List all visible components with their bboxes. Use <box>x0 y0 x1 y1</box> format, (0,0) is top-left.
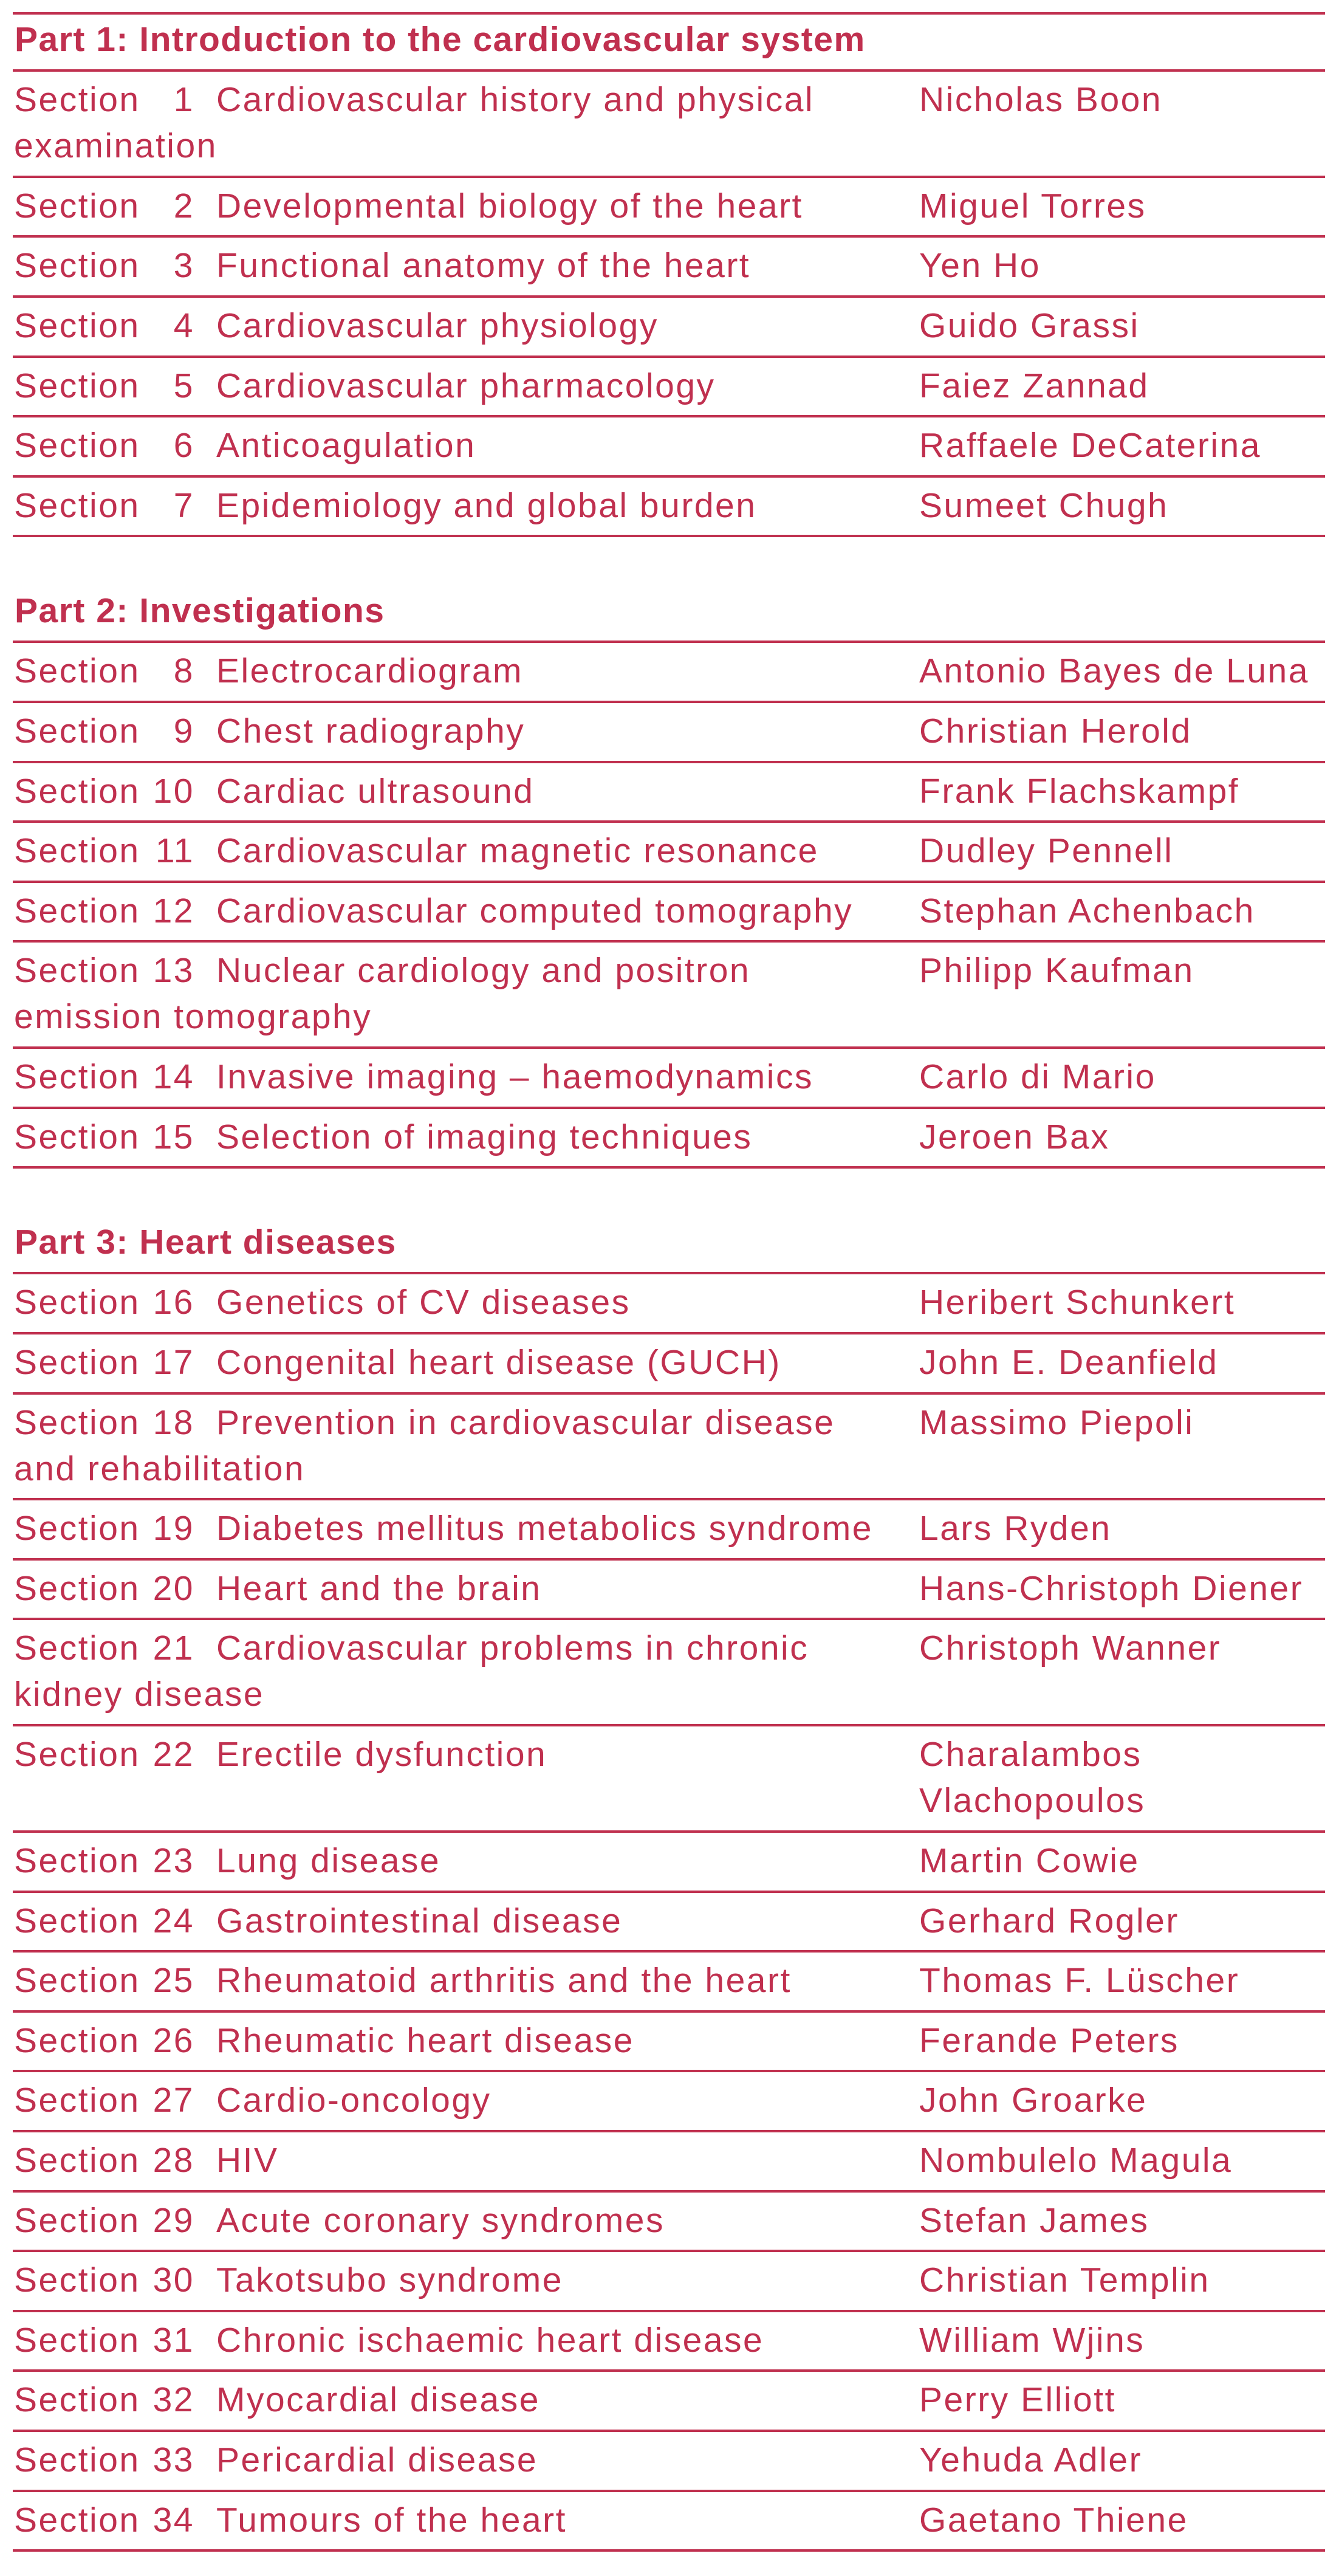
section-title-cell <box>13 1625 901 1717</box>
section-word: Section <box>14 2500 140 2540</box>
section-editor: Frank Flachskampf <box>919 771 1240 811</box>
section-number: 12 <box>152 891 194 930</box>
section-label <box>14 1957 194 2004</box>
section-editor: Christian Herold <box>919 711 1192 750</box>
section-title-cell <box>13 2197 901 2244</box>
section-title-cell <box>13 648 901 694</box>
section-row-20[interactable] <box>13 1561 1325 1621</box>
section-title: Pericardial disease <box>216 2440 538 2480</box>
section-title: Selection of imaging techniques <box>216 1117 753 1156</box>
section-title-cell <box>13 888 901 934</box>
section-word: Section <box>14 2200 140 2240</box>
section-word: Section <box>14 891 140 930</box>
section-label <box>14 77 194 123</box>
section-word: Section <box>14 1735 140 1774</box>
section-title: Cardiovascular pharmacology <box>216 366 716 405</box>
section-word: Section <box>14 711 140 750</box>
section-number: 3 <box>173 246 194 286</box>
section-row-29[interactable] <box>13 2193 1325 2253</box>
section-editor: Carlo di Mario <box>919 1057 1156 1097</box>
section-label <box>14 363 194 409</box>
section-row-25[interactable] <box>13 1953 1325 2013</box>
section-word: Section <box>14 1509 140 1548</box>
section-word: Section <box>14 486 140 525</box>
section-label <box>14 2377 194 2423</box>
section-title: Genetics of CV diseases <box>216 1283 631 1322</box>
section-number: 23 <box>152 1841 194 1881</box>
section-row-4[interactable] <box>13 298 1325 358</box>
section-title-cell <box>13 2317 901 2363</box>
section-row-32[interactable] <box>13 2372 1325 2432</box>
section-label <box>14 2317 194 2363</box>
section-title-cell <box>13 2377 901 2423</box>
section-title-cell <box>13 708 901 754</box>
section-label <box>14 648 194 694</box>
section-title: Invasive imaging – haemodynamics <box>216 1057 813 1097</box>
section-number: 10 <box>152 771 194 811</box>
section-word: Section <box>14 2021 140 2060</box>
section-number: 29 <box>152 2200 194 2240</box>
section-title: Cardiac ultrasound <box>216 771 535 811</box>
section-row-19[interactable] <box>13 1500 1325 1561</box>
section-label <box>14 1114 194 1160</box>
part-heading: Part 2: Investigations <box>13 537 1325 643</box>
section-title-cell <box>13 2497 901 2543</box>
section-number: 11 <box>155 831 194 871</box>
part-3 <box>13 1169 1325 2552</box>
section-word: Section <box>14 1568 140 1608</box>
section-row-1[interactable] <box>13 72 1325 178</box>
section-title: Congenital heart disease (GUCH) <box>216 1342 781 1382</box>
section-number: 26 <box>152 2021 194 2060</box>
section-title-cell <box>13 1957 901 2004</box>
section-row-7[interactable] <box>13 478 1325 538</box>
section-title: Anticoagulation <box>216 426 476 465</box>
section-row-33[interactable] <box>13 2432 1325 2492</box>
section-label <box>14 828 194 874</box>
section-editor: Hans-Christoph Diener <box>919 1568 1304 1608</box>
section-number: 14 <box>152 1057 194 1097</box>
section-label <box>14 2018 194 2064</box>
section-label <box>14 2257 194 2303</box>
part-heading: Part 3: Heart diseases <box>13 1169 1325 1274</box>
section-title-cell <box>13 363 901 409</box>
section-word: Section <box>14 1283 140 1322</box>
section-editor: Dudley Pennell <box>919 831 1174 871</box>
section-editor: Stephan Achenbach <box>919 891 1255 930</box>
part-2 <box>13 537 1325 1169</box>
section-row-31[interactable] <box>13 2312 1325 2372</box>
section-number: 17 <box>152 1342 194 1382</box>
section-list <box>13 643 1325 1169</box>
section-title-cell <box>13 422 901 469</box>
section-label <box>14 242 194 289</box>
section-number: 28 <box>152 2141 194 2180</box>
section-label <box>14 422 194 469</box>
section-number: 6 <box>173 426 194 465</box>
section-word: Section <box>14 771 140 811</box>
section-editor: Lars Ryden <box>919 1509 1112 1548</box>
section-title: Takotsubo syndrome <box>216 2261 563 2300</box>
section-editor: Nombulelo Magula <box>919 2141 1233 2180</box>
section-title: Cardiovascular computed tomography <box>216 891 854 930</box>
section-title-cell <box>13 1565 901 1612</box>
section-label <box>14 888 194 934</box>
section-title: Acute coronary syndromes <box>216 2200 665 2240</box>
section-label <box>14 2437 194 2483</box>
section-row-6[interactable] <box>13 417 1325 478</box>
section-row-8[interactable] <box>13 643 1325 703</box>
section-title: Cardiovascular history and physical examination <box>14 80 815 165</box>
section-number: 34 <box>152 2500 194 2540</box>
section-number: 27 <box>152 2081 194 2120</box>
section-number: 20 <box>152 1568 194 1608</box>
section-title: Cardiovascular problems in chronic kidney disease <box>14 1629 809 1714</box>
section-title: Cardio-oncology <box>216 2081 491 2120</box>
section-label <box>14 1625 194 1671</box>
section-label <box>14 2077 194 2123</box>
section-title: Nuclear cardiology and positron emission tomography <box>14 951 751 1037</box>
section-number: 33 <box>152 2440 194 2480</box>
section-title-cell <box>13 2137 901 2183</box>
section-title: Rheumatic heart disease <box>216 2021 635 2060</box>
section-label <box>14 483 194 529</box>
section-editor: Jeroen Bax <box>919 1117 1110 1156</box>
section-word: Section <box>14 306 140 345</box>
section-word: Section <box>14 2261 140 2300</box>
section-word: Section <box>14 1841 140 1881</box>
section-editor: Massimo Piepoli <box>919 1403 1194 1442</box>
section-title: Cardiovascular physiology <box>216 306 659 345</box>
section-label <box>14 303 194 349</box>
section-title-cell <box>13 1731 901 1777</box>
section-title: Erectile dysfunction <box>216 1735 547 1774</box>
section-word: Section <box>14 1629 140 1668</box>
section-editor: Faiez Zannad <box>919 366 1149 405</box>
section-row-27[interactable] <box>13 2072 1325 2132</box>
section-number: 1 <box>173 80 194 119</box>
section-label <box>14 2137 194 2183</box>
section-label <box>14 1505 194 1551</box>
section-row-5[interactable] <box>13 358 1325 418</box>
section-label <box>14 1565 194 1612</box>
section-word: Section <box>14 1057 140 1097</box>
section-title-cell <box>13 183 901 229</box>
section-title: Rheumatoid arthritis and the heart <box>216 1961 792 2001</box>
section-word: Section <box>14 951 140 991</box>
section-editor: William Wjins <box>919 2320 1145 2360</box>
section-row-24[interactable] <box>13 1893 1325 1953</box>
section-word: Section <box>14 651 140 691</box>
section-title-cell <box>13 1898 901 1944</box>
section-title-cell <box>13 1505 901 1551</box>
section-title: Cardiovascular magnetic resonance <box>216 831 819 871</box>
section-number: 4 <box>173 306 194 345</box>
section-title: Tumours of the heart <box>216 2500 567 2540</box>
section-number: 16 <box>152 1283 194 1322</box>
section-title-cell <box>13 768 901 814</box>
section-title: Chest radiography <box>216 711 526 750</box>
section-row-28[interactable] <box>13 2132 1325 2193</box>
section-row-15[interactable] <box>13 1109 1325 1169</box>
section-word: Section <box>14 2141 140 2180</box>
part-1 <box>13 12 1325 537</box>
section-word: Section <box>14 426 140 465</box>
section-row-30[interactable] <box>13 2252 1325 2312</box>
section-row-34[interactable] <box>13 2492 1325 2552</box>
section-label <box>14 1838 194 1884</box>
section-word: Section <box>14 1117 140 1156</box>
section-editor: Raffaele DeCaterina <box>919 426 1261 465</box>
section-word: Section <box>14 1342 140 1382</box>
section-editor: John E. Deanfield <box>919 1342 1219 1382</box>
section-title-cell <box>13 2257 901 2303</box>
section-editor: Gaetano Thiene <box>919 2500 1188 2540</box>
section-label <box>14 1279 194 1325</box>
section-row-14[interactable] <box>13 1049 1325 1109</box>
section-list <box>13 72 1325 537</box>
section-title-cell <box>13 77 901 169</box>
section-editor: Gerhard Rogler <box>919 1901 1179 1940</box>
section-label <box>14 183 194 229</box>
section-editor: Nicholas Boon <box>919 80 1163 119</box>
section-editor: Guido Grassi <box>919 306 1140 345</box>
section-editor: Yehuda Adler <box>919 2440 1143 2480</box>
section-title-cell <box>13 1838 901 1884</box>
section-title: Developmental biology of the heart <box>216 186 803 225</box>
section-label <box>14 2497 194 2543</box>
section-number: 7 <box>173 486 194 525</box>
section-title-cell <box>13 242 901 289</box>
part-heading: Part 1: Introduction to the cardiovascular system <box>13 12 1325 72</box>
section-label <box>14 768 194 814</box>
section-word: Section <box>14 1403 140 1442</box>
section-row-10[interactable] <box>13 763 1325 823</box>
section-word: Section <box>14 1901 140 1940</box>
section-word: Section <box>14 366 140 405</box>
section-word: Section <box>14 246 140 286</box>
section-word: Section <box>14 2320 140 2360</box>
section-editor: Thomas F. Lüscher <box>919 1961 1240 2001</box>
section-editor: Ferande Peters <box>919 2021 1179 2060</box>
section-row-13[interactable] <box>13 943 1325 1049</box>
section-row-9[interactable] <box>13 703 1325 763</box>
section-row-23[interactable] <box>13 1833 1325 1893</box>
section-word: Section <box>14 186 140 225</box>
section-word: Section <box>14 2380 140 2420</box>
section-number: 19 <box>152 1509 194 1548</box>
section-row-17[interactable] <box>13 1334 1325 1395</box>
section-editor: Christian Templin <box>919 2261 1210 2300</box>
section-word: Section <box>14 2081 140 2120</box>
section-title: Diabetes mellitus metabolics syndrome <box>216 1509 873 1548</box>
section-row-26[interactable] <box>13 2013 1325 2073</box>
section-word: Section <box>14 80 140 119</box>
section-editor: Charalambos Vlachopoulos <box>919 1735 1146 1821</box>
section-title-cell <box>13 1054 901 1100</box>
section-number: 5 <box>173 366 194 405</box>
section-number: 22 <box>152 1735 194 1774</box>
section-editor: Perry Elliott <box>919 2380 1116 2420</box>
section-row-22[interactable] <box>13 1726 1325 1833</box>
section-word: Section <box>14 831 140 871</box>
section-title-cell <box>13 1400 901 1492</box>
section-title: Electrocardiogram <box>216 651 524 691</box>
section-label <box>14 947 194 994</box>
section-label <box>14 708 194 754</box>
section-title-cell <box>13 947 901 1040</box>
section-label <box>14 1400 194 1446</box>
section-title: Chronic ischaemic heart disease <box>216 2320 764 2360</box>
section-editor: Philipp Kaufman <box>919 951 1194 991</box>
section-row-12[interactable] <box>13 883 1325 943</box>
section-number: 21 <box>152 1629 194 1668</box>
section-row-11[interactable] <box>13 823 1325 883</box>
section-row-21[interactable] <box>13 1620 1325 1726</box>
section-title: Myocardial disease <box>216 2380 540 2420</box>
table-of-contents <box>13 12 1325 2552</box>
section-title: Heart and the brain <box>216 1568 542 1608</box>
section-number: 31 <box>152 2320 194 2360</box>
section-label <box>14 1731 194 1777</box>
section-editor: Heribert Schunkert <box>919 1283 1236 1322</box>
section-title: HIV <box>216 2141 279 2180</box>
section-title: Epidemiology and global burden <box>216 486 757 525</box>
section-title-cell <box>13 2437 901 2483</box>
section-word: Section <box>14 1961 140 2001</box>
section-number: 13 <box>152 951 194 991</box>
section-number: 24 <box>152 1901 194 1940</box>
section-editor: Christoph Wanner <box>919 1629 1222 1668</box>
section-title: Functional anatomy of the heart <box>216 246 751 286</box>
section-label <box>14 1054 194 1100</box>
section-word: Section <box>14 2440 140 2480</box>
section-title-cell <box>13 2077 901 2123</box>
section-editor: Antonio Bayes de Luna <box>919 651 1309 691</box>
section-list <box>13 1274 1325 2552</box>
section-number: 25 <box>152 1961 194 2001</box>
section-title: Prevention in cardiovascular disease and rehabilitation <box>14 1403 835 1488</box>
section-row-3[interactable] <box>13 238 1325 298</box>
section-editor: Stefan James <box>919 2200 1149 2240</box>
section-label <box>14 1339 194 1386</box>
section-title: Lung disease <box>216 1841 441 1881</box>
section-title-cell <box>13 303 901 349</box>
section-editor: John Groarke <box>919 2081 1148 2120</box>
section-row-2[interactable] <box>13 178 1325 238</box>
section-row-18[interactable] <box>13 1395 1325 1501</box>
section-row-16[interactable] <box>13 1274 1325 1334</box>
section-number: 2 <box>173 186 194 225</box>
section-title-cell <box>13 1114 901 1160</box>
section-number: 15 <box>152 1117 194 1156</box>
section-editor: Yen Ho <box>919 246 1041 286</box>
section-number: 18 <box>152 1403 194 1442</box>
section-title-cell <box>13 828 901 874</box>
section-editor: Martin Cowie <box>919 1841 1140 1881</box>
section-editor: Miguel Torres <box>919 186 1146 225</box>
section-editor: Sumeet Chugh <box>919 486 1169 525</box>
section-label <box>14 1898 194 1944</box>
section-number: 9 <box>173 711 194 750</box>
section-label <box>14 2197 194 2244</box>
section-title-cell <box>13 2018 901 2064</box>
section-number: 32 <box>152 2380 194 2420</box>
section-title-cell <box>13 483 901 529</box>
section-title: Gastrointestinal disease <box>216 1901 623 1940</box>
section-number: 30 <box>152 2261 194 2300</box>
section-title-cell <box>13 1339 901 1386</box>
section-number: 8 <box>173 651 194 691</box>
section-title-cell <box>13 1279 901 1325</box>
